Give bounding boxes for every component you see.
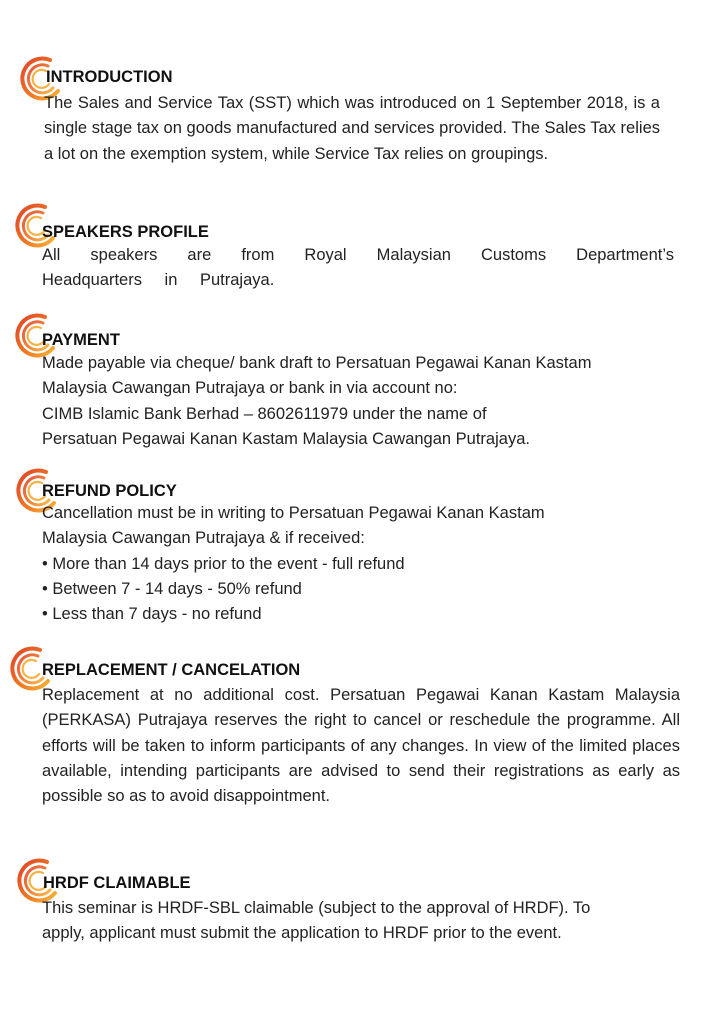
section-heading: REFUND POLICY <box>42 482 177 500</box>
section-heading: INTRODUCTION <box>46 68 173 86</box>
refund-bullet: • Between 7 - 14 days - 50% refund <box>42 579 302 598</box>
refund-bullet: • Less than 7 days - no refund <box>42 605 262 624</box>
body-line: Malaysia Cawangan Putrajaya & if received: <box>42 529 365 548</box>
section-body: All speakers are from Royal Malaysian Customs Department’s Headquarters in Putrajaya. <box>42 246 674 290</box>
refund-bullet: • More than 14 days prior to the event - full refund <box>42 554 405 573</box>
section-body: Replacement at no additional cost. Persatuan Pegawai Kanan Kastam Malaysia (PERKASA) Putrajaya reserves the right to cancel or reschedule the programme. All efforts will be taken to inform participants of any changes. In view of the limited places available, intending participants are advised to send their registrations as early as possible so as to avoid disappointment. <box>42 686 680 806</box>
section-body <box>42 501 692 627</box>
body-line: Persatuan Pegawai Kanan Kastam Malaysia Cawangan Putrajaya. <box>42 429 530 448</box>
refund-bullet-list <box>42 552 692 628</box>
body-line: apply, applicant must submit the application to HRDF prior to the event. <box>42 924 562 943</box>
section-heading: REPLACEMENT / CANCELATION <box>42 661 301 679</box>
account-line: CIMB Islamic Bank Berhad – 8602611979 under the name of <box>42 404 487 423</box>
section-body <box>42 351 692 452</box>
section-heading: HRDF CLAIMABLE <box>43 874 191 892</box>
body-line: Made payable via cheque/ bank draft to Persatuan Pegawai Kanan Kastam <box>42 354 592 372</box>
body-line: Cancellation must be in writing to Persatuan Pegawai Kanan Kastam <box>42 504 545 522</box>
section-body <box>42 896 692 947</box>
section-heading: PAYMENT <box>42 331 120 349</box>
body-line: Malaysia Cawangan Putrajaya or bank in via account no: <box>42 379 458 398</box>
section-heading: SPEAKERS PROFILE <box>42 223 209 241</box>
section-body: The Sales and Service Tax (SST) which was introduced on 1 September 2018, is a single stage tax on goods manufactured and services provided. The Sales Tax relies a lot on the exemption system, while Service Tax relies on groupings. <box>44 94 660 163</box>
body-line: This seminar is HRDF-SBL claimable (subject to the approval of HRDF). To <box>42 899 591 917</box>
